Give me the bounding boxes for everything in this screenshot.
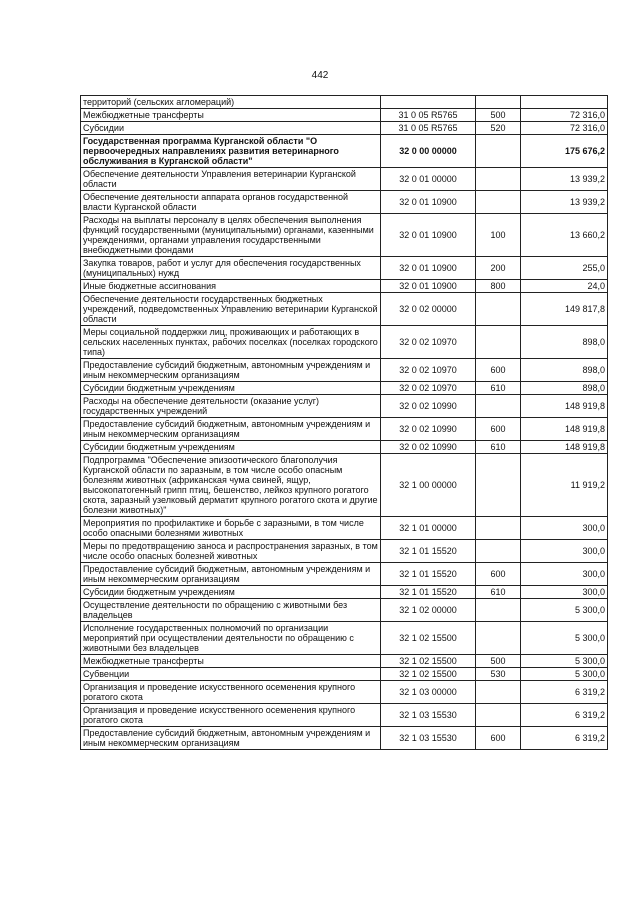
table-row <box>81 441 608 454</box>
row-code-cell: 32 1 03 15530 <box>381 727 476 750</box>
row-amount-cell: 898,0 <box>521 326 608 359</box>
row-amount-cell: 148 919,8 <box>521 395 608 418</box>
row-name-cell: Расходы на выплаты персоналу в целях обеспечения выполнения функций государственными (муниципальными) органами, казенными учреждениями, органами управления государственными внебюджетными фондами <box>81 214 381 257</box>
row-code-cell: 32 0 01 10900 <box>381 214 476 257</box>
row-name-cell: Предоставление субсидий бюджетным, автономным учреждениям и иным некоммерческим организациям <box>81 727 381 750</box>
table-row <box>81 622 608 655</box>
row-amount-cell: 175 676,2 <box>521 135 608 168</box>
row-amount-cell: 72 316,0 <box>521 122 608 135</box>
row-name-cell: Субсидии бюджетным учреждениям <box>81 382 381 395</box>
table-row <box>81 727 608 750</box>
row-expense-type-cell <box>476 395 521 418</box>
row-amount-cell: 6 319,2 <box>521 727 608 750</box>
row-name-cell: Исполнение государственных полномочий по организации мероприятий при осуществлении деятельности по обращению с животными без владельцев <box>81 622 381 655</box>
row-amount-cell: 300,0 <box>521 586 608 599</box>
row-name-cell: территорий (сельских агломераций) <box>81 96 381 109</box>
row-expense-type-cell <box>476 293 521 326</box>
row-name-cell: Субсидии бюджетным учреждениям <box>81 586 381 599</box>
table-row <box>81 293 608 326</box>
row-name-cell: Меры социальной поддержки лиц, проживающих и работающих в сельских населенных пунктах, рабочих поселках (поселках городского типа) <box>81 326 381 359</box>
row-amount-cell: 300,0 <box>521 563 608 586</box>
row-code-cell: 32 1 01 15520 <box>381 586 476 599</box>
row-amount-cell: 5 300,0 <box>521 668 608 681</box>
row-amount-cell: 13 939,2 <box>521 168 608 191</box>
row-expense-type-cell: 800 <box>476 280 521 293</box>
row-expense-type-cell <box>476 540 521 563</box>
row-expense-type-cell: 530 <box>476 668 521 681</box>
row-code-cell <box>381 96 476 109</box>
row-name-cell: Субсидии <box>81 122 381 135</box>
row-amount-cell: 5 300,0 <box>521 622 608 655</box>
row-expense-type-cell: 610 <box>476 441 521 454</box>
row-name-cell: Обеспечение деятельности аппарата органов государственной власти Курганской области <box>81 191 381 214</box>
row-code-cell: 32 0 01 10900 <box>381 257 476 280</box>
row-amount-cell: 255,0 <box>521 257 608 280</box>
row-code-cell: 31 0 05 R5765 <box>381 109 476 122</box>
row-expense-type-cell <box>476 599 521 622</box>
row-amount-cell: 148 919,8 <box>521 418 608 441</box>
table-row <box>81 540 608 563</box>
table-row <box>81 563 608 586</box>
row-name-cell: Межбюджетные трансферты <box>81 109 381 122</box>
row-code-cell: 32 1 01 15520 <box>381 540 476 563</box>
row-code-cell: 32 0 00 00000 <box>381 135 476 168</box>
table-row <box>81 257 608 280</box>
row-amount-cell: 13 939,2 <box>521 191 608 214</box>
row-expense-type-cell: 600 <box>476 418 521 441</box>
row-name-cell: Субвенции <box>81 668 381 681</box>
row-code-cell: 32 0 02 10970 <box>381 359 476 382</box>
row-amount-cell: 898,0 <box>521 382 608 395</box>
row-name-cell: Предоставление субсидий бюджетным, автономным учреждениям и иным некоммерческим организациям <box>81 418 381 441</box>
row-name-cell: Государственная программа Курганской области "О первоочередных направлениях развития ветеринарного обслуживания в Курганской области" <box>81 135 381 168</box>
table-row <box>81 681 608 704</box>
row-expense-type-cell: 610 <box>476 382 521 395</box>
table-row <box>81 668 608 681</box>
row-name-cell: Предоставление субсидий бюджетным, автономным учреждениям и иным некоммерческим организациям <box>81 563 381 586</box>
row-name-cell: Обеспечение деятельности Управления ветеринарии Курганской области <box>81 168 381 191</box>
row-name-cell: Субсидии бюджетным учреждениям <box>81 441 381 454</box>
table-row <box>81 280 608 293</box>
row-expense-type-cell <box>476 326 521 359</box>
row-name-cell: Закупка товаров, работ и услуг для обеспечения государственных (муниципальных) нужд <box>81 257 381 280</box>
row-expense-type-cell: 600 <box>476 563 521 586</box>
row-code-cell: 32 1 03 15530 <box>381 704 476 727</box>
row-code-cell: 32 0 02 10970 <box>381 382 476 395</box>
row-expense-type-cell: 200 <box>476 257 521 280</box>
row-amount-cell: 72 316,0 <box>521 109 608 122</box>
budget-table-body <box>81 96 608 750</box>
row-code-cell: 32 1 02 15500 <box>381 655 476 668</box>
table-row <box>81 655 608 668</box>
row-name-cell: Осуществление деятельности по обращению с животными без владельцев <box>81 599 381 622</box>
row-amount-cell: 13 660,2 <box>521 214 608 257</box>
row-name-cell: Обеспечение деятельности государственных бюджетных учреждений, подведомственных Управлению ветеринарии Курганской области <box>81 293 381 326</box>
table-row <box>81 96 608 109</box>
row-code-cell: 32 1 01 15520 <box>381 563 476 586</box>
row-code-cell: 32 1 02 15500 <box>381 668 476 681</box>
row-expense-type-cell: 600 <box>476 359 521 382</box>
row-expense-type-cell <box>476 622 521 655</box>
table-row <box>81 191 608 214</box>
row-expense-type-cell: 520 <box>476 122 521 135</box>
row-code-cell: 32 1 02 00000 <box>381 599 476 622</box>
row-expense-type-cell <box>476 704 521 727</box>
row-expense-type-cell <box>476 191 521 214</box>
row-expense-type-cell: 600 <box>476 727 521 750</box>
row-amount-cell: 24,0 <box>521 280 608 293</box>
table-row <box>81 418 608 441</box>
table-row <box>81 326 608 359</box>
table-row <box>81 359 608 382</box>
row-code-cell: 32 0 01 00000 <box>381 168 476 191</box>
row-amount-cell: 5 300,0 <box>521 655 608 668</box>
row-code-cell: 32 0 02 10990 <box>381 395 476 418</box>
row-amount-cell: 11 919,2 <box>521 454 608 517</box>
row-name-cell: Иные бюджетные ассигнования <box>81 280 381 293</box>
row-code-cell: 32 1 03 00000 <box>381 681 476 704</box>
row-amount-cell: 6 319,2 <box>521 681 608 704</box>
row-amount-cell: 149 817,8 <box>521 293 608 326</box>
row-code-cell: 32 0 02 10970 <box>381 326 476 359</box>
table-row <box>81 454 608 517</box>
row-code-cell: 32 0 01 10900 <box>381 191 476 214</box>
table-row <box>81 109 608 122</box>
row-code-cell: 32 1 02 15500 <box>381 622 476 655</box>
table-row <box>81 517 608 540</box>
row-name-cell: Расходы на обеспечение деятельности (оказание услуг) государственных учреждений <box>81 395 381 418</box>
row-expense-type-cell <box>476 96 521 109</box>
table-row <box>81 214 608 257</box>
row-expense-type-cell <box>476 681 521 704</box>
budget-table <box>80 95 608 750</box>
row-name-cell: Предоставление субсидий бюджетным, автономным учреждениям и иным некоммерческим организациям <box>81 359 381 382</box>
row-code-cell: 32 0 01 10900 <box>381 280 476 293</box>
row-expense-type-cell: 610 <box>476 586 521 599</box>
table-row <box>81 395 608 418</box>
row-expense-type-cell <box>476 517 521 540</box>
table-row <box>81 586 608 599</box>
row-name-cell: Организация и проведение искусственного осеменения крупного рогатого скота <box>81 681 381 704</box>
table-row <box>81 122 608 135</box>
row-code-cell: 32 1 00 00000 <box>381 454 476 517</box>
row-name-cell: Межбюджетные трансферты <box>81 655 381 668</box>
row-amount-cell: 148 919,8 <box>521 441 608 454</box>
row-name-cell: Меры по предотвращению заноса и распространения заразных, в том числе особо опасных болезней животных <box>81 540 381 563</box>
row-name-cell: Организация и проведение искусственного осеменения крупного рогатого скота <box>81 704 381 727</box>
row-name-cell: Подпрограмма "Обеспечение эпизоотического благополучия Курганской области по заразным, в том числе особо опасным болезням животных (африканская чума свиней, ящур, высокопатогенный грипп птиц, бешенство, лейкоз крупного рогатого скота, заразный узелковый дерматит крупного рогатого скота и другие болезни животных)" <box>81 454 381 517</box>
row-expense-type-cell <box>476 454 521 517</box>
table-row <box>81 599 608 622</box>
table-row <box>81 168 608 191</box>
row-code-cell: 32 0 02 00000 <box>381 293 476 326</box>
row-amount-cell: 6 319,2 <box>521 704 608 727</box>
table-row <box>81 704 608 727</box>
row-expense-type-cell <box>476 135 521 168</box>
row-code-cell: 32 1 01 00000 <box>381 517 476 540</box>
row-amount-cell: 5 300,0 <box>521 599 608 622</box>
row-code-cell: 32 0 02 10990 <box>381 441 476 454</box>
row-expense-type-cell: 500 <box>476 655 521 668</box>
row-expense-type-cell <box>476 168 521 191</box>
row-amount-cell: 898,0 <box>521 359 608 382</box>
row-expense-type-cell: 500 <box>476 109 521 122</box>
table-row <box>81 135 608 168</box>
row-amount-cell: 300,0 <box>521 540 608 563</box>
row-name-cell: Мероприятия по профилактике и борьбе с заразными, в том числе особо опасными болезнями животных <box>81 517 381 540</box>
row-expense-type-cell: 100 <box>476 214 521 257</box>
row-amount-cell: 300,0 <box>521 517 608 540</box>
page-number: 442 <box>311 70 329 81</box>
row-code-cell: 31 0 05 R5765 <box>381 122 476 135</box>
row-code-cell: 32 0 02 10990 <box>381 418 476 441</box>
row-amount-cell <box>521 96 608 109</box>
table-row <box>81 382 608 395</box>
